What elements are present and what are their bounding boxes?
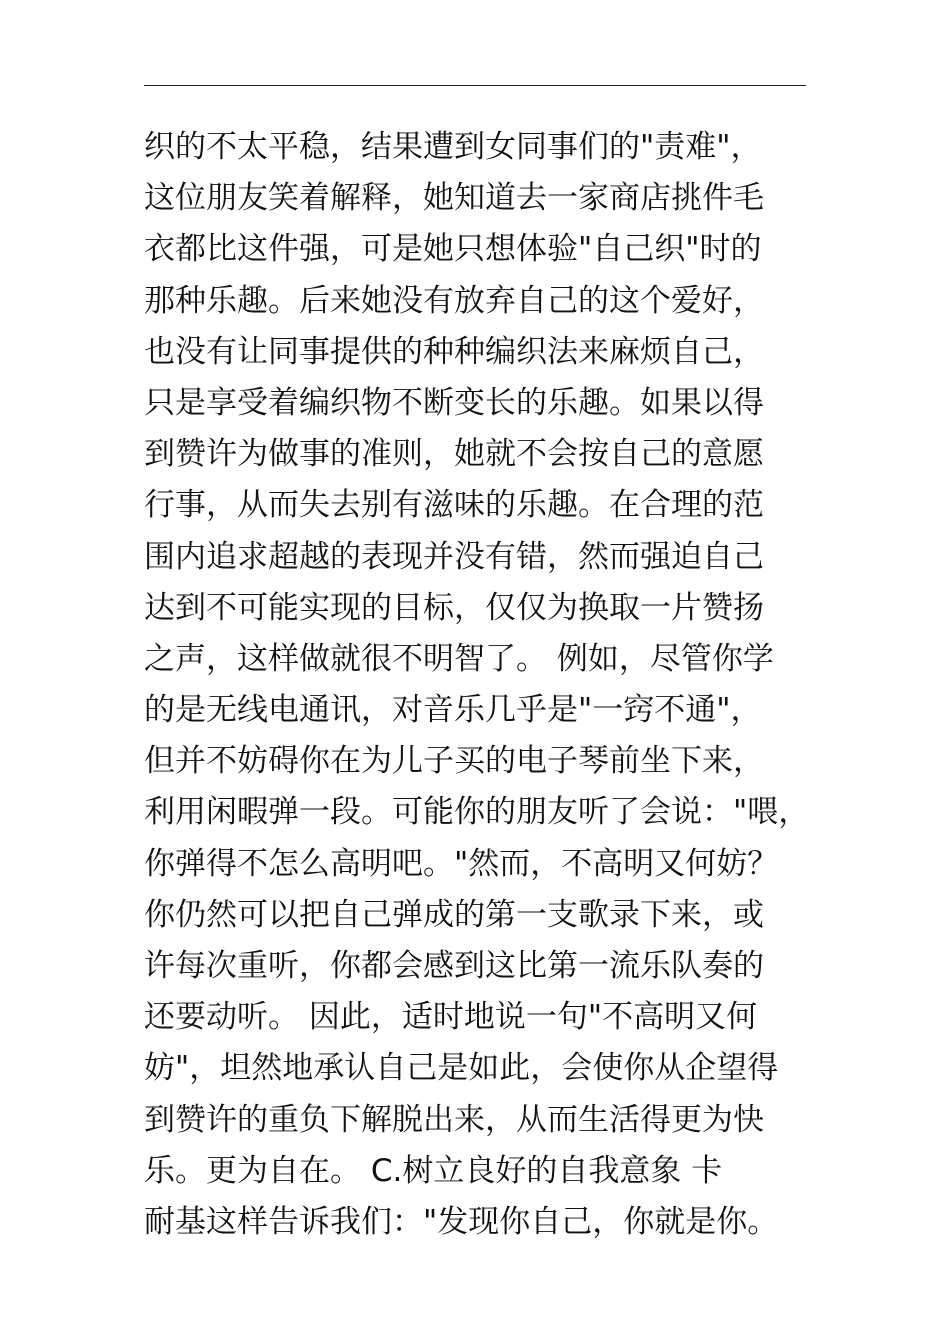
- text-line: 但并不妨碍你在为儿子买的电子琴前坐下来，: [144, 743, 764, 780]
- text-line: 到赞许为做事的准则，她就不会按自己的意愿: [144, 436, 764, 473]
- text-line: 乐。更为自在。 C.树立良好的自我意象 卡: [144, 1152, 723, 1189]
- text-line: 之声，这样做就很不明智了。 例如，尽管你学: [144, 640, 774, 677]
- text-line: 许每次重听，你都会感到这比第一流乐队奏的: [144, 948, 764, 984]
- text-line: 衣都比这件强，可是她只想体验"自己织"时的: [144, 231, 762, 268]
- text-line: 围内追求超越的表现并没有错，然而强迫自己: [144, 538, 764, 575]
- text-line: 那种乐趣。后来她没有放弃自己的这个爱好，: [144, 282, 764, 319]
- text-line: 织的不太平稳，结果遭到女同事们的"责难"，: [144, 129, 762, 165]
- text-line: 你弹得不怎么高明吧。"然而，不高明又何妨？: [144, 845, 779, 882]
- text-line: 行事，从而失去别有滋味的乐趣。在合理的范: [144, 487, 764, 524]
- text-line: 你仍然可以把自己弹成的第一支歌录下来，或: [144, 896, 764, 933]
- text-line: 耐基这样告诉我们："发现你自己，你就是你。: [144, 1203, 779, 1240]
- text-line: 达到不可能实现的目标，仅仅为换取一片赞扬: [144, 589, 764, 626]
- text-line: 还要动听。 因此，适时地说一句"不高明又何: [144, 999, 758, 1036]
- text-line: 只是享受着编织物不断变长的乐趣。如果以得: [144, 384, 764, 421]
- text-line: 妨"，坦然地承认自己是如此，会使你从企望得: [144, 1050, 779, 1087]
- document-body: [144, 122, 844, 1248]
- header-rule: [144, 85, 806, 86]
- text-line: 的是无线电通讯，对音乐几乎是"一窍不通"，: [144, 692, 762, 729]
- text-line: 也没有让同事提供的种种编织法来麻烦自己，: [144, 333, 764, 370]
- text-line: 到赞许的重负下解脱出来，从而生活得更为快: [144, 1101, 764, 1138]
- text-line: 这位朋友笑着解释，她知道去一家商店挑件毛: [144, 180, 764, 217]
- text-line: 利用闲暇弹一段。可能你的朋友听了会说："喂，: [144, 794, 810, 831]
